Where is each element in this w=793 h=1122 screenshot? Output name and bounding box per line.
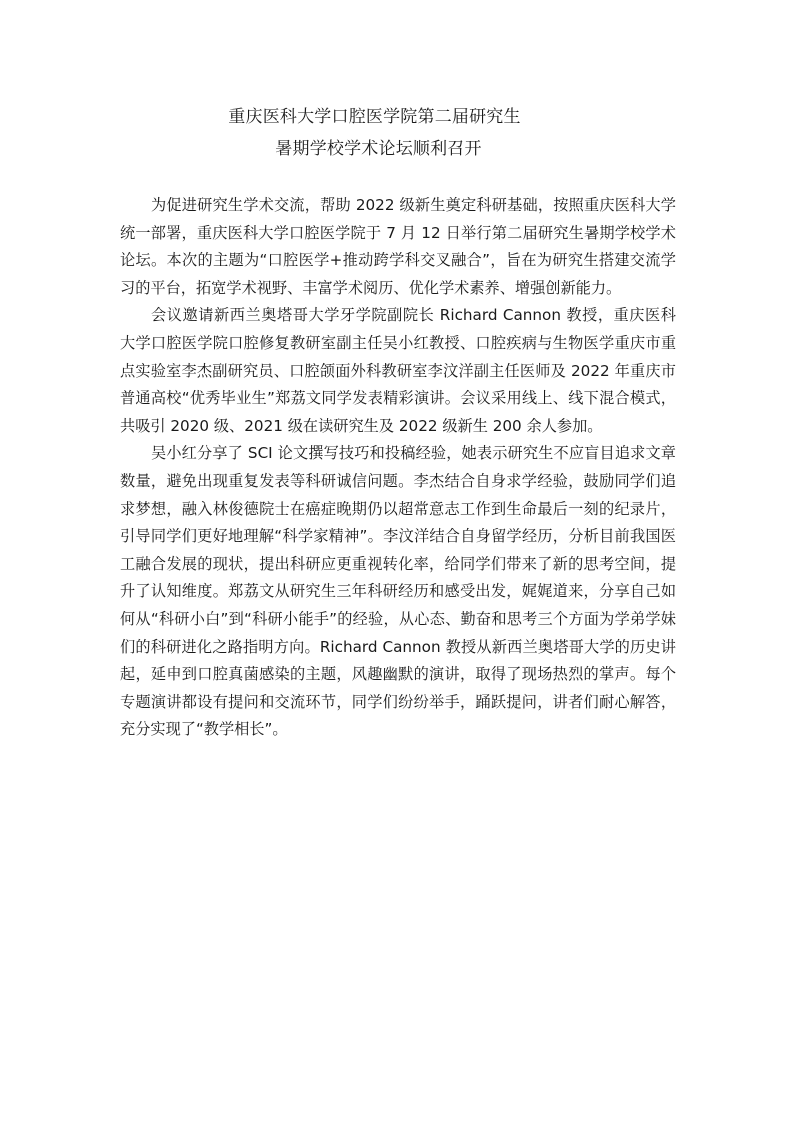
article-title — [0, 101, 793, 165]
paragraph-speakers: 会议邀请新西兰奥塔哥大学牙学院副院长 Richard Cannon 教授，重庆医科大学口腔医学院口腔修复教研室副主任吴小红教授、口腔疾病与生物医学重庆市重点实验室李杰副研究员、口腔颌面外科教研室李汶洋副主任医师及 2022 年重庆市普通高校“优秀毕业生”郑荔文同学发表精彩演讲。会议采用线上、线下混合模式，共吸引 2020 级、2021 级在读研究生及 2022 级新生 200 余人参加。 — [120, 306, 676, 435]
paragraph-talks: 吴小红分享了 SCI 论文撰写技巧和投稿经验，她表示研究生不应盲目追求文章数量，避免出现重复发表等科研诚信问题。李杰结合自身求学经验，鼓励同学们追求梦想，融入林俊德院士在癌症晚期仍以超常意志工作到生命最后一刻的纪录片，引导同学们更好地理解“科学家精神”。李汶洋结合自身留学经历，分析目前我国医工融合发展的现状，提出科研应更重视转化率，给同学们带来了新的思考空间，提升了认知维度。郑荔文从研究生三年科研经历和感受出发，娓娓道来，分享自己如何从“科研小白”到“科研小能手”的经验，从心态、勤奋和思考三个方面为学弟学妹们的科研进化之路指明方向。Richard Cannon 教授从新西兰奥塔哥大学的历史讲起，延申到口腔真菌感染的主题，风趣幽默的演讲，取得了现场热烈的掌声。每个专题演讲都设有提问和交流环节，同学们纷纷举手，踊跃提问，讲者们耐心解答，充分实现了“教学相长”。 — [120, 444, 676, 739]
title-line-1: 重庆医科大学口腔医学院第二届研究生 — [228, 107, 521, 127]
title-line-2: 暑期学校学术论坛顺利召开 — [275, 139, 482, 159]
paragraph-intro: 为促进研究生学术交流，帮助 2022 级新生奠定科研基础，按照重庆医科大学统一部署，重庆医科大学口腔医学院于 7 月 12 日举行第二届研究生暑期学校学术论坛。本次的主题为“口腔医学+推动跨学科交叉融合”，旨在为研究生搭建交流学习的平台，拓宽学术视野、丰富学术阅历、优化学术素养、增强创新能力。 — [120, 196, 676, 297]
article-body — [120, 192, 676, 744]
